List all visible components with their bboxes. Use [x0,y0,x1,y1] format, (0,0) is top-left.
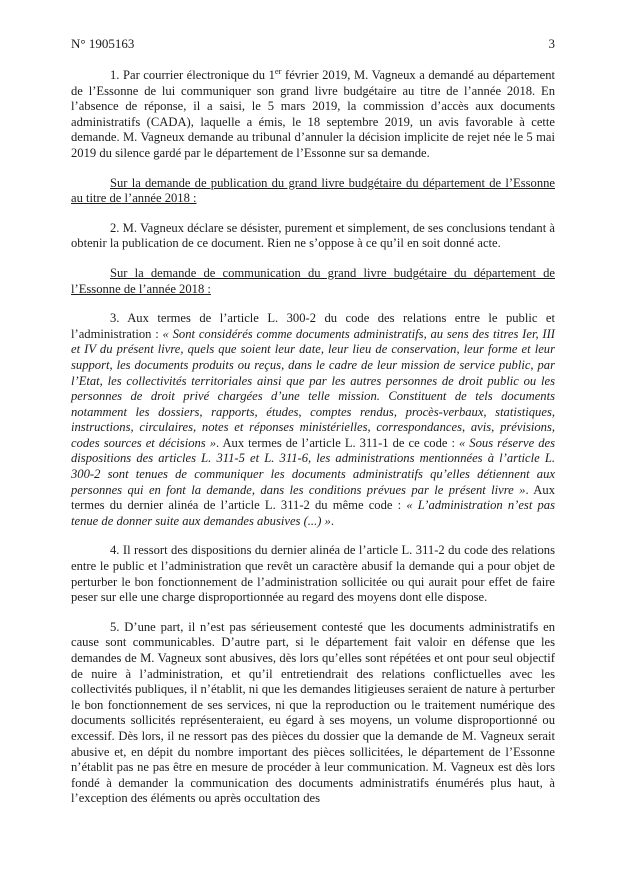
heading-demande-communication [71,266,555,297]
text-segment: er [274,65,282,76]
text-segment: 3. Aux termes de l’article L. 300-2 du code des relations entre le public et l’administration : [71,311,555,341]
text-segment: 1. Par courrier électronique du 1 [110,68,275,82]
heading-demande-publication [71,176,555,207]
text-segment: Sur la demande de communication du grand livre budgétaire du département de l’Essonne de l’année 2018 : [71,265,555,296]
paragraph-3 [71,311,555,529]
text-segment: 2. M. Vagneux déclare se désister, purement et simplement, de ses conclusions tendant à obtenir la publication de ce document. Rien ne s’oppose à ce qu’il en soit donné acte. [71,220,555,251]
case-number: N° 1905163 [71,36,135,51]
document-body [71,65,555,807]
text-segment: « Sous réserve des dispositions des articles L. 311-5 et L. 311-6, les administrations mentionnées à l’article L. 300-2 sont tenues de communiquer les documents administratifs qu’elles détiennent aux personnes qui en font la demande, dans les conditions prévues par le présent livre » [71,435,555,497]
text-segment: 4. Il ressort des dispositions du dernier alinéa de l’article L. 311-2 du code des relations entre le public et l’administration que revêt un caractère abusif la demande qui a pour objet de perturber le bon fonctionnement de l’administration sollicitée ou qui aurait pour effet de faire peser sur elle une charge disproportionnée au regard des moyens dont elle dispose. [71,543,555,605]
paragraph-5 [71,620,555,807]
text-segment: « L’administration n’est pas tenue de donner suite aux demandes abusives (...) » [71,498,555,528]
paragraph-1 [71,65,555,162]
text-segment: . [330,513,335,528]
text-segment: « Sont considérés comme documents administratifs, au sens des titres Ier, III et IV du présent livre, quels que soient leur date, leur lieu de conservation, leur forme et leur support, les documents produits ou reçus, dans le cadre de leur mission de service public, par l’Etat, les collectivités territoriales ainsi que par les autres personnes de droit public ou les personnes de droit privé chargées d’une telle mission. Constituent de tels documents notamment les dossiers, rapports, études, comptes rendus, procès-verbaux, statistiques, instructions, circulaires, notes et réponses ministérielles, correspondances, avis, prévisions, codes sources et décisions » [71,326,555,450]
paragraph-4 [71,543,555,605]
text-segment: 5. D’une part, il n’est pas sérieusement contesté que les documents administratifs en cause sont communicables. D’autre part, si le département fait valoir en défense que les demandes de M. Vagneux sont abusives, dès lors qu’elles sont répétées et ont pour seul objectif de nuire à l’administration, et qu’il entretiendrait des relations conflictuelles avec les collectivités publiques, il n’établit, ni que les demandes litigieuses seraient de nature à perturber le bon fonctionnement de ses services, ni que la reproduction ou le traitement numérique des documents sollicités représenteraient, eu égard à ses moyens, un volume disproportionné ou excessif. Dès lors, il ne ressort pas des pièces du dossier que la demande de M. Vagneux serait abusive et, en dépit du nombre important des pièces sollicitées, le département de l’Essonne n’établit pas ne pas être en mesure de procéder à leur communication. M. Vagneux est dès lors fondé à demander la communication des documents administratifs énumérés plus haut, à l’exception des éléments ou après occultation des [71,619,555,806]
text-segment: . Aux termes du dernier alinéa de l’article L. 311-2 du même code : [71,482,555,513]
text-segment: Sur la demande de publication du grand livre budgétaire du département de l’Essonne au titre de l’année 2018 : [71,175,555,206]
page-number: 3 [548,36,555,51]
text-segment: . Aux termes de l’article L. 311-1 de ce code : [216,435,459,450]
text-segment: février 2019, M. Vagneux a demandé au département de l’Essonne de lui communiquer son grand livre budgétaire au titre de l’année 2018. En l’absence de réponse, il a saisi, le 5 mars 2019, la commission d’accès aux documents administratifs (CADA), laquelle a émis, le 18 septembre 2019, un avis favorable à cette demande. M. Vagneux demande au tribunal d’annuler la décision implicite de rejet née le 5 mai 2019 du silence gardé par le département de l’Essonne sur sa demande. [71,68,555,160]
page-header [71,36,555,51]
paragraph-2 [71,221,555,252]
